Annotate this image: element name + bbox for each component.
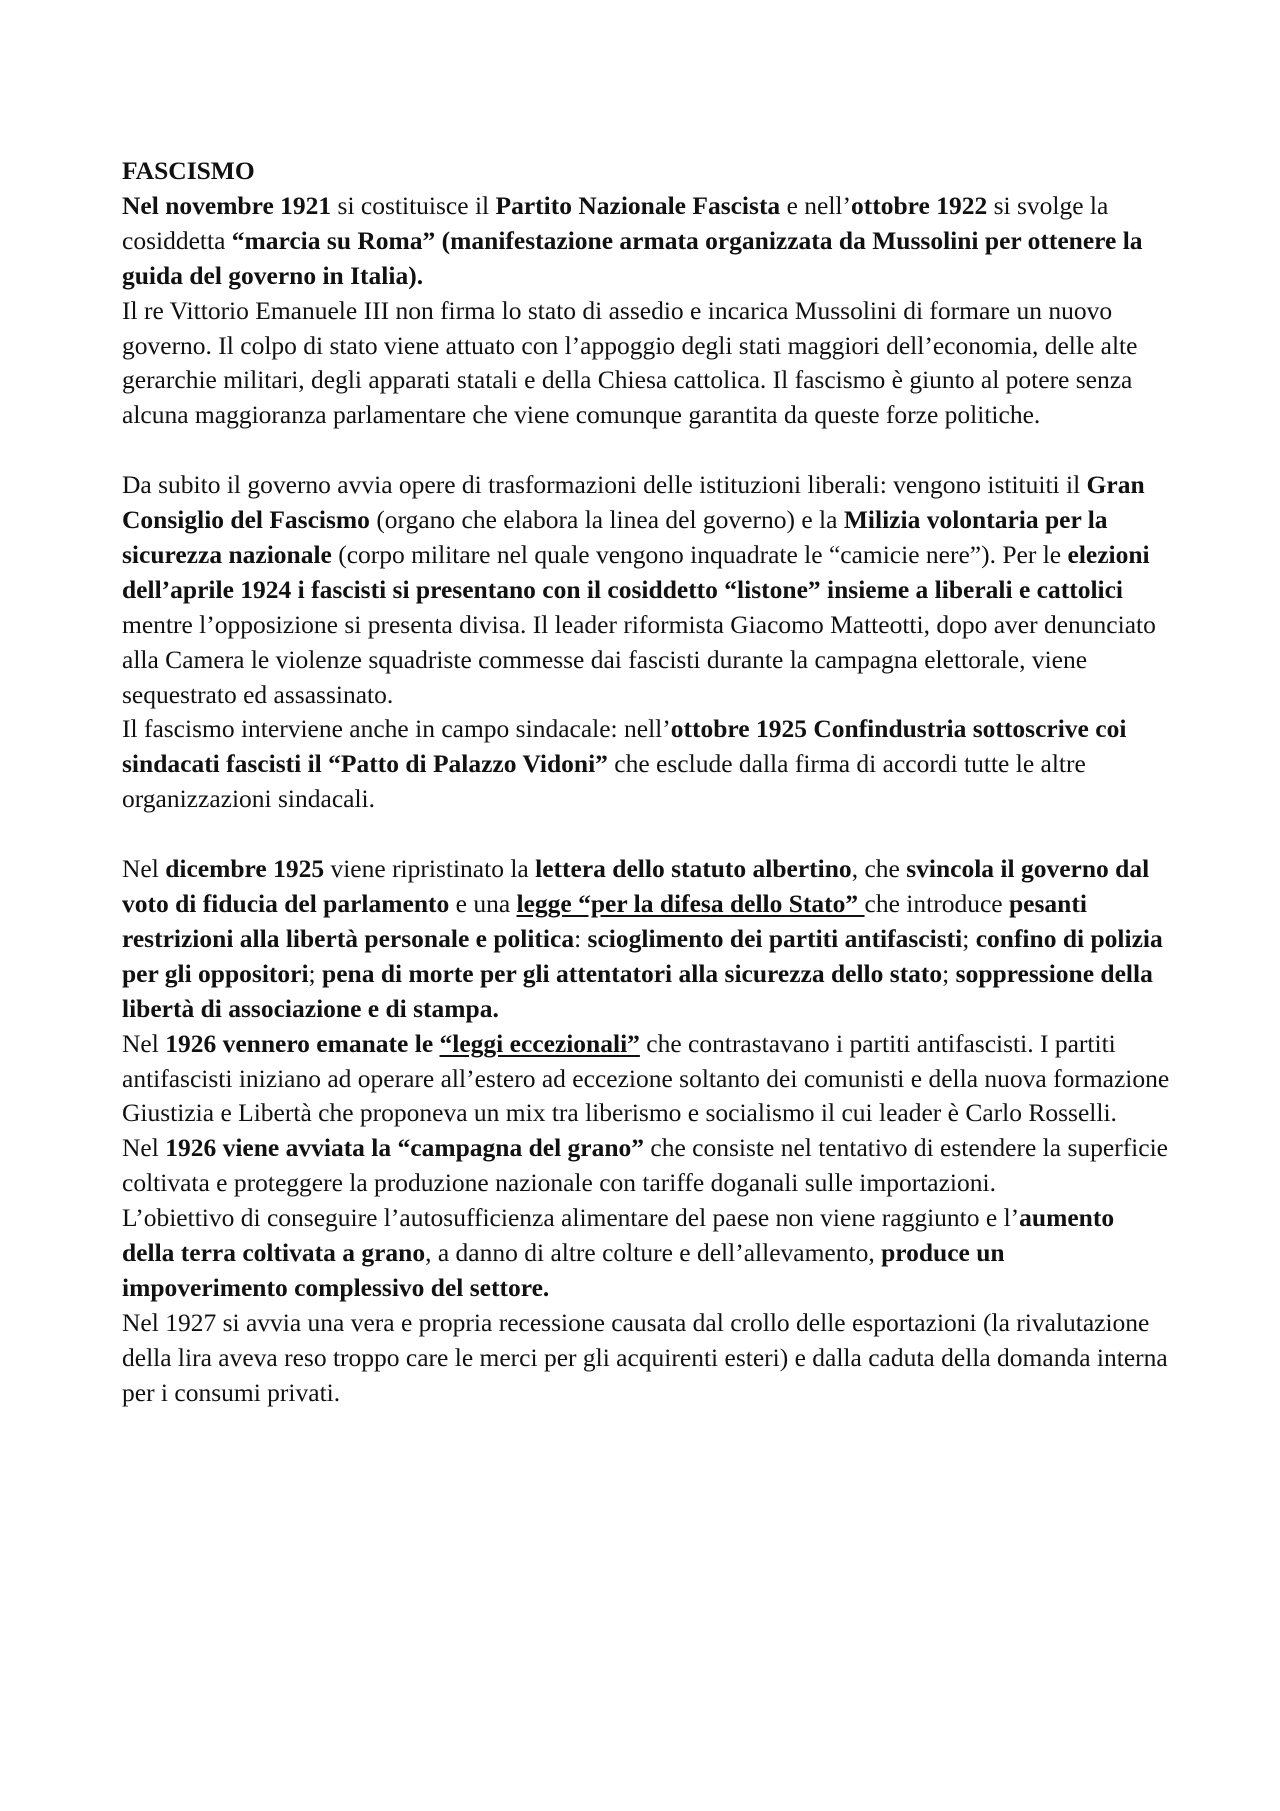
bold-text: pesanti restrizioni alla libertà personale e politica xyxy=(122,889,1087,953)
text-run: viene ripristinato la xyxy=(324,854,536,884)
text-run: che consiste nel tentativo di estendere la superficie coltivata e proteggere la produzione nazionale con tariffe doganali sulle importazioni. xyxy=(122,1133,1168,1198)
underlined-text xyxy=(440,1029,640,1058)
bold-text: svincola il governo dal voto di fiducia del parlamento xyxy=(122,854,1150,918)
text-run: L’obiettivo di conseguire l’autosufficienza alimentare del paese non viene raggiunto e l’ xyxy=(122,1203,1020,1233)
text-run: e nell’ xyxy=(780,190,851,220)
underlined-text xyxy=(517,889,865,918)
text-run: Nel xyxy=(122,854,166,884)
bold-text: 1926 vennero emanate le xyxy=(165,1028,440,1058)
text-run: mentre l’opposizione si presenta divisa. Il leader riformista Giacomo Matteotti, dopo aver denunciato alla Camera le violenze squadriste commesse dai fascisti durante la campagna elettorale, viene sequestrato ed assassinato. xyxy=(122,609,1156,709)
text-run: (corpo militare nel quale vengono inquadrate le “camicie nere”). Per le xyxy=(331,539,1068,569)
paragraph-spacer xyxy=(122,433,1172,468)
text-run: ; xyxy=(942,958,956,988)
bold-text: Gran Consiglio del Fascismo xyxy=(122,470,1145,535)
document-title: FASCISMO xyxy=(122,156,255,185)
underlined-bold-text: legge “per la difesa dello Stato” xyxy=(516,889,865,918)
bold-text: produce un impoverimento complessivo del settore. xyxy=(122,1238,1005,1302)
bold-text: 1926 viene avviata la “campagna del grano” xyxy=(165,1133,645,1163)
document-body xyxy=(122,154,1172,1411)
bold-text: soppressione della libertà di associazione e di stampa. xyxy=(122,958,1153,1023)
bold-text: ottobre 1925 Confindustria sottoscrive coi sindacati fascisti il “Patto di Palazzo Vidoni” xyxy=(122,714,1127,779)
paragraph xyxy=(122,1131,1172,1201)
text-run: si costituisce il xyxy=(331,190,496,220)
paragraph-spacer xyxy=(122,817,1172,852)
text-run: Nel xyxy=(122,1133,166,1163)
text-run: Il re Vittorio Emanuele III non firma lo stato di assedio e incarica Mussolini di formare un nuovo governo. Il colpo di stato viene attuato con l’appoggio degli stati maggiori dell’economia, delle alte gerarchie militari, degli apparati statali e della Chiesa cattolica. Il fascismo è giunto al potere senza alcuna maggioranza parlamentare che viene comunque garantita da queste forze politiche. xyxy=(122,295,1138,430)
bold-text: lettera dello statuto albertino xyxy=(535,854,852,884)
bold-text: dicembre 1925 xyxy=(165,854,325,884)
text-run: che esclude dalla firma di accordi tutte le altre organizzazioni sindacali. xyxy=(122,749,1086,814)
text-run: e una xyxy=(449,889,517,918)
paragraph xyxy=(122,1306,1172,1411)
bold-text: scioglimento dei partiti antifascisti xyxy=(587,923,963,953)
text-run: Il fascismo interviene anche in campo sindacale: nell’ xyxy=(122,714,671,744)
paragraph xyxy=(122,852,1172,1027)
text-run: (organo che elabora la linea del governo) e la xyxy=(369,505,844,535)
text-run: ; xyxy=(962,923,976,953)
paragraph xyxy=(122,294,1172,434)
text-run: Da subito il governo avvia opere di trasformazioni delle istituzioni liberali: vengono istituiti il xyxy=(122,470,1087,500)
paragraph xyxy=(122,1201,1172,1306)
bold-text: elezioni dell’aprile 1924 i fascisti si presentano con il cosiddetto “listone” insieme a liberali e cattolici xyxy=(122,539,1150,604)
text-run: , a danno di altre colture e dell’allevamento, xyxy=(425,1238,882,1268)
bold-text: Partito Nazionale Fascista xyxy=(495,190,781,220)
underlined-bold-text: “leggi eccezionali” xyxy=(439,1028,640,1058)
bold-text: aumento della terra coltivata a grano xyxy=(122,1203,1115,1268)
paragraph xyxy=(122,1027,1172,1132)
text-run: , che xyxy=(851,854,907,884)
bold-text: Milizia volontaria per la sicurezza nazionale xyxy=(122,505,1108,569)
paragraph xyxy=(122,468,1172,712)
bold-text: pena di morte per gli attentatori alla sicurezza dello stato xyxy=(322,958,943,988)
text-run: Nel xyxy=(122,1028,166,1058)
paragraph xyxy=(122,712,1172,817)
paragraph xyxy=(122,189,1172,294)
text-run: che contrastavano i partiti antifascisti. I partiti antifascisti iniziano ad operare all’estero ad eccezione soltanto dei comunisti e della nuova formazione Giustizia e Libertà che proponeva un mix tra liberismo e socialismo il cui leader è Carlo Rosselli. xyxy=(122,1028,1170,1128)
text-run: ; xyxy=(308,958,323,988)
bold-text: Nel novembre 1921 xyxy=(122,190,332,220)
bold-text: confino di polizia per gli oppositori xyxy=(122,923,1163,988)
text-run: : xyxy=(574,923,588,953)
bold-text: ottobre 1922 xyxy=(851,190,988,220)
text-run: Nel 1927 si avvia una vera e propria recessione causata dal crollo delle esportazioni (la rivalutazione della lira aveva reso troppo care le merci per gli acquirenti esteri) e dalla caduta della domanda interna per i consumi privati. xyxy=(122,1307,1168,1407)
bold-text: “marcia su Roma” (manifestazione armata organizzata da Mussolini per ottenere la guida del governo in Italia). xyxy=(122,225,1143,290)
text-run: che introduce xyxy=(864,889,1009,918)
text-run: si svolge la cosiddetta xyxy=(122,190,1109,255)
